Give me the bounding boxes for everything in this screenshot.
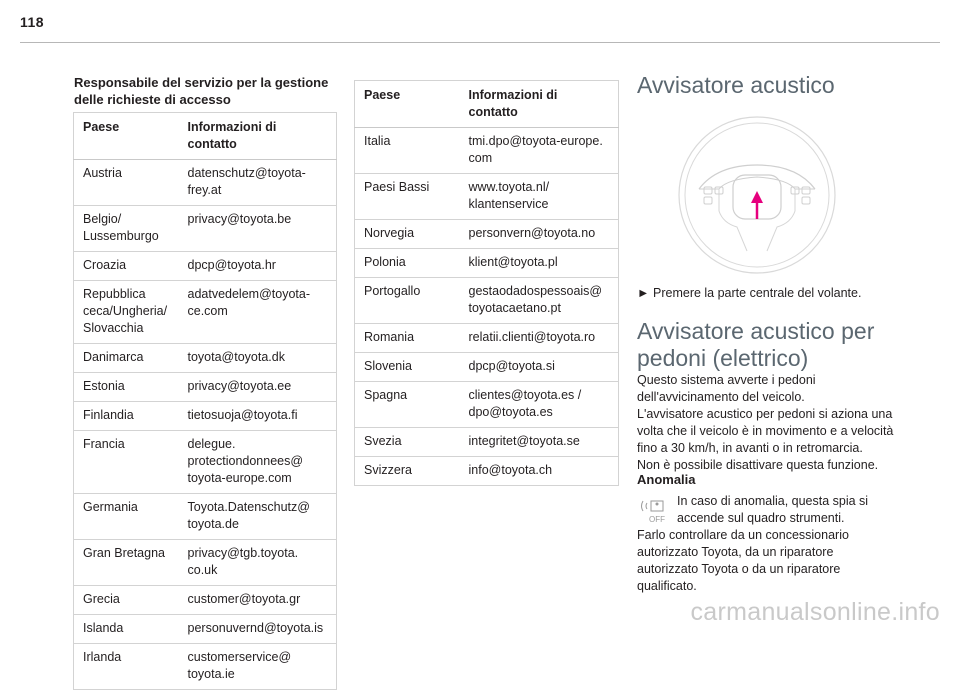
ped-paragraph: L'avvisatore acustico per pedoni si aziona una volta che il veicolo è in movimento e a velocità fino a 30 km/h, in avanti o in retromarcia.: [637, 407, 894, 455]
contact-cell: relatii.clienti@toyota.ro: [460, 324, 619, 353]
table-row: [355, 353, 619, 382]
bullet-arrow-icon: ►: [637, 286, 650, 300]
country-cell: Gran Bretagna: [74, 540, 179, 586]
contact-cell: personuvernd@toyota.is: [179, 615, 337, 644]
table-header-row: [355, 81, 619, 128]
contact-cell: info@toyota.ch: [460, 457, 619, 486]
header-divider: [20, 42, 940, 43]
table-row: [355, 128, 619, 174]
table-row: [355, 174, 619, 220]
table-row: [74, 402, 337, 431]
contact-cell: clientes@toyota.es / dpo@toyota.es: [460, 382, 619, 428]
country-cell: Italia: [355, 128, 460, 174]
country-cell: Norvegia: [355, 220, 460, 249]
country-cell: Germania: [74, 494, 179, 540]
contact-table-left: [73, 112, 337, 690]
table-row: [355, 382, 619, 428]
contact-cell: tietosuoja@toyota.fi: [179, 402, 337, 431]
contact-cell: privacy@toyota.be: [179, 206, 337, 252]
ped-paragraph: Questo sistema avverte i pedoni dell'avvicinamento del veicolo.: [637, 373, 816, 404]
contact-cell: Toyota.Datenschutz@ toyota.de: [179, 494, 337, 540]
table-row: [74, 540, 337, 586]
country-cell: Spagna: [355, 382, 460, 428]
warning-icon-label: OFF: [649, 515, 665, 524]
contact-cell: datenschutz@toyota-frey.at: [179, 160, 337, 206]
country-cell: Grecia: [74, 586, 179, 615]
table-row: [74, 586, 337, 615]
contact-cell: www.toyota.nl/ klantenservice: [460, 174, 619, 220]
table-row: [74, 160, 337, 206]
steering-wheel-icon: [677, 115, 837, 275]
table-row: [355, 278, 619, 324]
contact-cell: klient@toyota.pl: [460, 249, 619, 278]
country-cell: Estonia: [74, 373, 179, 402]
country-cell: Finlandia: [74, 402, 179, 431]
country-cell: Paesi Bassi: [355, 174, 460, 220]
contact-cell: toyota@toyota.dk: [179, 344, 337, 373]
table-row: [74, 252, 337, 281]
contact-advice-text: Farlo controllare da un concessionario autorizzato Toyota, da un riparatore autorizzato Toyota o da un riparatore qualificato.: [637, 528, 849, 593]
table-row: [355, 428, 619, 457]
contact-cell: delegue. protectiondonnees@ toyota-europe.com: [179, 431, 337, 494]
contact-cell: dpcp@toyota.hr: [179, 252, 337, 281]
country-cell: Francia: [74, 431, 179, 494]
contact-cell: gestaodadospessoais@ toyotacaetano.pt: [460, 278, 619, 324]
table-row: [355, 457, 619, 486]
anomalia-heading: Anomalia: [637, 472, 696, 487]
contact-table-right: [354, 80, 619, 486]
contact-cell: tmi.dpo@toyota-europe. com: [460, 128, 619, 174]
table-row: [74, 281, 337, 344]
country-cell: Irlanda: [74, 644, 179, 690]
country-cell: Romania: [355, 324, 460, 353]
country-cell: Slovenia: [355, 353, 460, 382]
pedestrian-horn-description: [637, 372, 897, 474]
country-cell: Islanda: [74, 615, 179, 644]
country-cell: Repubblica ceca/Ungheria/ Slovacchia: [74, 281, 179, 344]
header-contatto: Informazioni di contatto: [179, 113, 337, 160]
section-heading-access: Responsabile del servizio per la gestione delle richieste di accesso: [74, 75, 329, 107]
table-row: [355, 249, 619, 278]
horn-instruction: [637, 285, 897, 302]
table-row: [74, 494, 337, 540]
table-row: [74, 431, 337, 494]
contact-cell: personvern@toyota.no: [460, 220, 619, 249]
country-cell: Belgio/ Lussemburgo: [74, 206, 179, 252]
country-cell: Danimarca: [74, 344, 179, 373]
pedestrian-warning-icon: [637, 495, 673, 525]
watermark: carmanualsonline.info: [690, 598, 940, 626]
header-contatto: Informazioni di contatto: [460, 81, 619, 128]
table-header-row: [74, 113, 337, 160]
ped-paragraph: Non è possibile disattivare questa funzione.: [637, 458, 879, 472]
country-cell: Svezia: [355, 428, 460, 457]
header-paese: Paese: [355, 81, 460, 128]
contact-cell: adatvedelem@toyota-ce.com: [179, 281, 337, 344]
horn-instruction-text: Premere la parte centrale del volante.: [653, 286, 862, 300]
table-row: [74, 344, 337, 373]
horn-section-title: Avvisatore acustico: [637, 72, 835, 98]
table-row: [74, 206, 337, 252]
country-cell: Polonia: [355, 249, 460, 278]
contact-cell: dpcp@toyota.si: [460, 353, 619, 382]
table-row: [355, 220, 619, 249]
pedestrian-horn-title: Avvisatore acustico per pedoni (elettrico): [637, 318, 875, 371]
table-row: [74, 644, 337, 690]
contact-cell: integritet@toyota.se: [460, 428, 619, 457]
contact-cell: customerservice@ toyota.ie: [179, 644, 337, 690]
page-number: 118: [20, 14, 45, 30]
country-cell: Croazia: [74, 252, 179, 281]
contact-cell: privacy@tgb.toyota. co.uk: [179, 540, 337, 586]
anomalia-text: In caso di anomalia, questa spia si accende sul quadro strumenti.: [677, 494, 869, 525]
contact-cell: privacy@toyota.ee: [179, 373, 337, 402]
header-paese: Paese: [74, 113, 179, 160]
country-cell: Austria: [74, 160, 179, 206]
table-row: [74, 373, 337, 402]
table-row: [355, 324, 619, 353]
country-cell: Portogallo: [355, 278, 460, 324]
country-cell: Svizzera: [355, 457, 460, 486]
contact-cell: customer@toyota.gr: [179, 586, 337, 615]
table-row: [74, 615, 337, 644]
